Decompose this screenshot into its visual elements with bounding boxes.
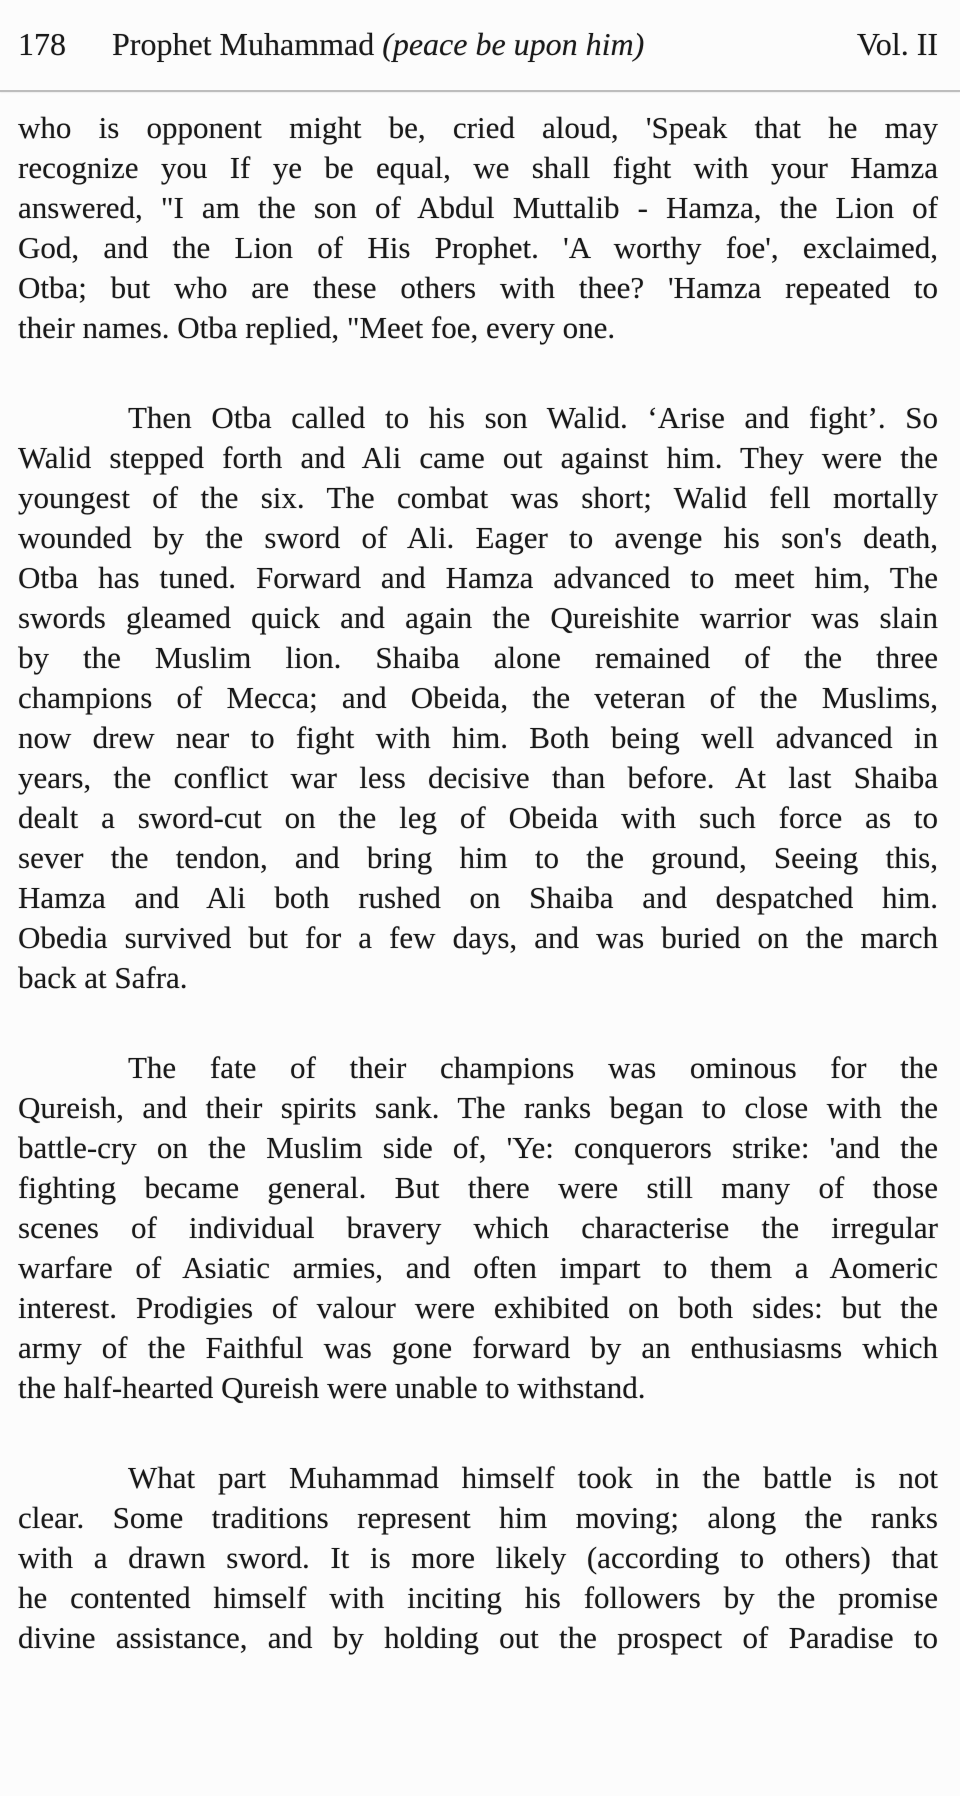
page-number: 178 [18,26,66,62]
text-line: Obedia survived but for a few days, and was buried on the march [18,920,938,955]
volume-label: Vol. II [856,26,938,62]
text-line: their names. Otba replied, "Meet foe, every one. [18,310,616,345]
paragraph [18,108,938,348]
text-line: warfare of Asiatic armies, and often impart to them a Aomeric [18,1250,938,1285]
text-line: Walid stepped forth and Ali came out against him. They were the [18,440,938,475]
text-line: Then Otba called to his son Walid. ‘Arise and fight’. So [128,400,938,435]
text-line: swords gleamed quick and again the Qureishite warrior was slain [18,600,938,635]
text-line: fighting became general. But there were still many of those [18,1170,938,1205]
text-line: by the Muslim lion. Shaiba alone remained of the three [18,640,938,675]
text-line: God, and the Lion of His Prophet. 'A worthy foe', exclaimed, [18,230,938,265]
text-line: dealt a sword-cut on the leg of Obeida with such force as to [18,800,938,835]
text-line: clear. Some traditions represent him moving; along the ranks [18,1500,938,1535]
text-line: Otba has tuned. Forward and Hamza advanced to meet him, The [18,560,938,595]
running-title [112,26,644,62]
text-line: interest. Prodigies of valour were exhibited on both sides: but the [18,1290,938,1325]
text-line: champions of Mecca; and Obeida, the veteran of the Muslims, [18,680,938,715]
running-title-italic: (peace be upon him) [382,26,645,62]
paragraph [18,398,938,998]
text-line: back at Safra. [18,960,188,995]
text-line: youngest of the six. The combat was short; Walid fell mortally [18,480,938,515]
text-line: he contented himself with inciting his followers by the promise [18,1580,938,1615]
paragraph [18,1048,938,1408]
text-line: army of the Faithful was gone forward by an enthusiasms which [18,1330,938,1365]
text-line: now drew near to fight with him. Both being well advanced in [18,720,938,755]
text-line: scenes of individual bravery which characterise the irregular [18,1210,938,1245]
paragraph [18,1458,938,1658]
text-line: Hamza and Ali both rushed on Shaiba and despatched him. [18,880,938,915]
page-header [18,0,938,62]
text-line: sever the tendon, and bring him to the ground, Seeing this, [18,840,938,875]
running-title-regular: Prophet Muhammad [112,26,383,62]
text-line: recognize you If ye be equal, we shall fight with your Hamza [18,150,938,185]
text-line: who is opponent might be, cried aloud, 'Speak that he may [18,110,938,145]
text-line: The fate of their champions was ominous for the [128,1050,938,1085]
text-line: the half-hearted Qureish were unable to withstand. [18,1370,646,1405]
header-rule [0,90,960,92]
text-line: wounded by the sword of Ali. Eager to avenge his son's death, [18,520,938,555]
text-line: with a drawn sword. It is more likely (according to others) that [18,1540,938,1575]
page-body [18,108,938,1658]
text-line: What part Muhammad himself took in the battle is not [128,1460,938,1495]
text-line: Otba; but who are these others with thee? 'Hamza repeated to [18,270,938,305]
text-line: answered, "I am the son of Abdul Muttalib - Hamza, the Lion of [18,190,938,225]
text-line: divine assistance, and by holding out the prospect of Paradise to [18,1620,938,1655]
text-line: Qureish, and their spirits sank. The ranks began to close with the [18,1090,938,1125]
text-line: battle-cry on the Muslim side of, 'Ye: conquerors strike: 'and the [18,1130,938,1165]
text-line: years, the conflict war less decisive than before. At last Shaiba [18,760,938,795]
